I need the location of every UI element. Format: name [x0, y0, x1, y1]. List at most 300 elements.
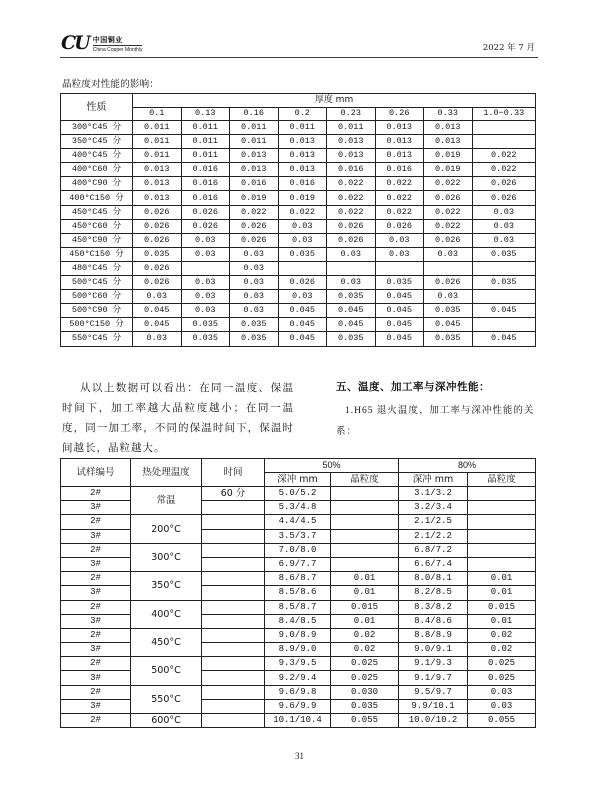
heat-treatment-temperature-header: 热处理温度: [131, 459, 202, 487]
grain-size-cell: 0.026: [181, 219, 230, 233]
deep-drawing-cell: 6.9/7.7: [265, 557, 331, 571]
row-label: 400°C150 分: [61, 191, 133, 205]
table-row: [61, 261, 536, 275]
thickness-header: 厚度 mm: [133, 94, 536, 108]
sample-id-cell: 2#: [61, 572, 131, 586]
grain-size-cell: [331, 501, 399, 515]
deep-drawing-cell: 9.0/8.9: [265, 628, 331, 642]
table-row: [61, 247, 536, 261]
table-row: [61, 290, 536, 304]
grain-size-cell: 0.03: [278, 290, 327, 304]
grain-size-cell: 0.013: [424, 135, 473, 149]
time-cell: [202, 600, 265, 614]
grain-size-cell: 0.026: [230, 219, 279, 233]
grain-size-cell: [472, 261, 536, 275]
grain-size-cell: 0.016: [375, 163, 424, 177]
grain-size-cell: 0.03: [278, 233, 327, 247]
time-cell: [202, 714, 265, 728]
grain-size-cell: 0.013: [133, 163, 182, 177]
grain-size-cell: 0.011: [181, 121, 230, 135]
grain-size-cell: 0.01: [331, 586, 399, 600]
deep-drawing-table-head: [61, 459, 536, 487]
grain-size-header: 晶粒度: [331, 472, 399, 487]
time-cell: [202, 586, 265, 600]
deep-drawing-cell: 8.4/8.6: [399, 614, 468, 628]
grain-size-cell: 0.035: [327, 290, 376, 304]
time-cell: 60 分: [202, 487, 265, 501]
property-header: 性质: [61, 94, 133, 121]
grain-size-cell: 0.022: [327, 177, 376, 191]
logo-english-name: China Copper Monthly: [92, 47, 143, 53]
grain-size-cell: 0.03: [133, 290, 182, 304]
grain-size-cell: 0.011: [133, 121, 182, 135]
temperature-cell: 350°C: [131, 572, 202, 600]
grain-size-cell: 0.013: [278, 135, 327, 149]
deep-drawing-cell: 5.3/4.8: [265, 501, 331, 515]
temperature-cell: 300°C: [131, 543, 202, 571]
time-cell: [202, 543, 265, 557]
grain-size-cell: 0.013: [375, 121, 424, 135]
sample-id-cell: 2#: [61, 487, 131, 501]
grain-size-cell: [472, 318, 536, 332]
grain-size-cell: 0.035: [181, 318, 230, 332]
grain-size-cell: 0.02: [468, 643, 536, 657]
grain-size-cell: 0.026: [327, 219, 376, 233]
grain-size-cell: 0.022: [472, 149, 536, 163]
grain-size-cell: [468, 557, 536, 571]
row-label: 450°C90 分: [61, 233, 133, 247]
table-row: [61, 276, 536, 290]
grain-size-cell: 0.022: [375, 177, 424, 191]
grain-size-cell: 0.026: [230, 233, 279, 247]
grain-size-cell: 0.03: [472, 219, 536, 233]
deep-drawing-cell: 2.1/2.2: [399, 529, 468, 543]
sample-id-cell: 2#: [61, 600, 131, 614]
table-row: [61, 628, 536, 642]
thickness-column-header: 0.23: [327, 107, 376, 121]
grain-size-cell: 0.015: [468, 600, 536, 614]
grain-size-cell: 0.045: [375, 304, 424, 318]
grain-size-cell: 0.03: [230, 261, 279, 275]
grain-size-cell: 0.016: [327, 163, 376, 177]
table-row: [61, 233, 536, 247]
grain-size-cell: 0.011: [327, 121, 376, 135]
row-label: 450°C45 分: [61, 205, 133, 219]
deep-drawing-cell: 9.6/9.8: [265, 685, 331, 699]
table-row: [61, 304, 536, 318]
grain-size-cell: 0.022: [327, 205, 376, 219]
grain-size-cell: 0.045: [424, 318, 473, 332]
row-label: 300°C45 分: [61, 121, 133, 135]
conclusion-paragraph: 从以上数据可以看出：在同一温度、保温时间下，加工率越大晶粒度越小；在同一温度，同一加工率，不同的保温时间下，保温时间越长，晶粒越大。: [62, 382, 294, 454]
deep-drawing-cell: 9.0/9.1: [399, 643, 468, 657]
grain-size-cell: [278, 261, 327, 275]
row-label: 500°C60 分: [61, 290, 133, 304]
deep-drawing-cell: 8.5/8.6: [265, 586, 331, 600]
grain-size-cell: 0.035: [472, 247, 536, 261]
grain-size-cell: 0.03: [230, 304, 279, 318]
grain-size-cell: 0.013: [327, 149, 376, 163]
grain-size-cell: 0.013: [133, 191, 182, 205]
time-cell: [202, 529, 265, 543]
grain-size-cell: 0.03: [375, 233, 424, 247]
grain-size-cell: [472, 121, 536, 135]
grain-size-cell: 0.025: [468, 671, 536, 685]
section-subheading: 1.H65 退火温度、加工率与深冲性能的关系：: [336, 406, 535, 437]
grain-size-cell: 0.045: [375, 332, 424, 346]
deep-drawing-cell: 8.4/8.5: [265, 614, 331, 628]
header-row: [61, 459, 536, 473]
time-cell: [202, 657, 265, 671]
grain-size-cell: 0.011: [181, 149, 230, 163]
thickness-column-header: 0.26: [375, 107, 424, 121]
time-cell: [202, 557, 265, 571]
grain-size-cell: 0.03: [230, 290, 279, 304]
sample-id-cell: 2#: [61, 685, 131, 699]
grain-size-cell: 0.026: [133, 219, 182, 233]
deep-drawing-cell: 8.8/8.9: [399, 628, 468, 642]
page-number: 31: [295, 751, 304, 761]
grain-size-cell: 0.055: [331, 714, 399, 728]
table-row: [61, 205, 536, 219]
grain-size-cell: 0.02: [468, 628, 536, 642]
grain-size-cell: 0.045: [133, 304, 182, 318]
thickness-column-header: 0.1: [133, 107, 182, 121]
temperature-cell: 400°C: [131, 600, 202, 628]
deep-drawing-cell: 8.5/8.7: [265, 600, 331, 614]
grain-size-cell: 0.026: [424, 191, 473, 205]
table-row: [61, 600, 536, 614]
grain-size-cell: 0.019: [424, 163, 473, 177]
grain-table-body: [61, 121, 536, 347]
sample-id-cell: 3#: [61, 671, 131, 685]
grain-size-cell: 0.013: [424, 121, 473, 135]
grain-size-cell: 0.01: [331, 614, 399, 628]
table-row: [61, 714, 536, 728]
grain-size-cell: 0.016: [181, 191, 230, 205]
sample-id-cell: 3#: [61, 643, 131, 657]
grain-size-cell: 0.025: [331, 657, 399, 671]
time-cell: [202, 614, 265, 628]
grain-size-cell: 0.030: [331, 685, 399, 699]
time-cell: [202, 628, 265, 642]
deep-drawing-cell: 8.9/9.0: [265, 643, 331, 657]
row-label: 450°C60 分: [61, 219, 133, 233]
table-row: [61, 515, 536, 529]
grain-size-cell: 0.045: [472, 304, 536, 318]
deep-drawing-cell: 3.2/3.4: [399, 501, 468, 515]
grain-size-cell: 0.011: [133, 135, 182, 149]
section-heading: 五、温度、加工率与深冲性能：: [336, 381, 490, 393]
table-row: [61, 163, 536, 177]
grain-size-cell: 0.011: [181, 135, 230, 149]
grain-size-cell: 0.013: [375, 135, 424, 149]
grain-size-cell: 0.022: [424, 219, 473, 233]
grain-size-cell: 0.01: [468, 586, 536, 600]
thickness-column-header: 0.33: [424, 107, 473, 121]
grain-size-cell: [468, 487, 536, 501]
grain-size-cell: 0.026: [133, 205, 182, 219]
grain-size-cell: 0.045: [327, 318, 376, 332]
grain-size-cell: 0.01: [468, 614, 536, 628]
table-row: [61, 685, 536, 699]
reduction-80-header: 80%: [399, 459, 536, 473]
grain-size-cell: 0.035: [181, 332, 230, 346]
deep-drawing-cell: 7.0/8.0: [265, 543, 331, 557]
grain-size-cell: 0.035: [472, 276, 536, 290]
grain-size-cell: 0.03: [181, 276, 230, 290]
grain-size-cell: 0.03: [230, 276, 279, 290]
sample-id-cell: 3#: [61, 529, 131, 543]
grain-size-cell: [468, 543, 536, 557]
grain-size-cell: 0.03: [133, 332, 182, 346]
grain-size-cell: 0.013: [230, 149, 279, 163]
deep-drawing-header: 深冲 mm: [399, 472, 468, 487]
row-label: 480°C45 分: [61, 261, 133, 275]
deep-drawing-cell: 6.6/7.4: [399, 557, 468, 571]
logo-text: [93, 36, 143, 54]
grain-size-cell: 0.045: [375, 318, 424, 332]
thickness-column-header: 0.13: [181, 107, 230, 121]
grain-size-cell: [472, 290, 536, 304]
deep-drawing-cell: 2.1/2.5: [399, 515, 468, 529]
grain-size-cell: [327, 261, 376, 275]
grain-size-cell: 0.02: [331, 643, 399, 657]
grain-size-cell: 0.013: [278, 163, 327, 177]
grain-size-cell: 0.011: [230, 135, 279, 149]
table-row: [61, 219, 536, 233]
sample-id-cell: 3#: [61, 557, 131, 571]
deep-drawing-cell: 6.8/7.2: [399, 543, 468, 557]
grain-size-cell: 0.015: [331, 600, 399, 614]
sample-id-cell: 2#: [61, 657, 131, 671]
grain-size-cell: 0.03: [472, 233, 536, 247]
table-row: [61, 572, 536, 586]
grain-size-cell: 0.026: [133, 276, 182, 290]
grain-size-cell: 0.011: [230, 121, 279, 135]
deep-drawing-cell: 10.1/10.4: [265, 714, 331, 728]
thickness-column-header: 0.16: [230, 107, 279, 121]
grain-size-cell: 0.03: [278, 219, 327, 233]
grain-size-cell: [181, 261, 230, 275]
reduction-50-header: 50%: [265, 459, 399, 473]
grain-size-cell: 0.011: [133, 149, 182, 163]
grain-size-cell: 0.03: [472, 205, 536, 219]
time-cell: [202, 643, 265, 657]
deep-drawing-cell: 9.3/9.5: [265, 657, 331, 671]
grain-size-cell: 0.022: [375, 191, 424, 205]
grain-size-cell: 0.026: [472, 177, 536, 191]
sample-id-cell: 2#: [61, 714, 131, 728]
grain-size-cell: 0.016: [278, 177, 327, 191]
table-row: [61, 332, 536, 346]
header-row: [61, 94, 536, 108]
grain-size-cell: 0.026: [278, 276, 327, 290]
grain-size-cell: 0.03: [424, 290, 473, 304]
grain-size-cell: [375, 261, 424, 275]
grain-size-cell: 0.03: [327, 247, 376, 261]
grain-size-cell: 0.045: [278, 318, 327, 332]
grain-size-cell: 0.013: [278, 149, 327, 163]
time-cell: [202, 501, 265, 515]
grain-size-cell: [424, 261, 473, 275]
grain-size-cell: 0.022: [327, 191, 376, 205]
grain-size-cell: 0.03: [327, 276, 376, 290]
grain-size-cell: 0.026: [327, 233, 376, 247]
grain-size-cell: 0.035: [327, 332, 376, 346]
grain-size-cell: 0.026: [424, 276, 473, 290]
sample-id-cell: 2#: [61, 515, 131, 529]
grain-size-cell: 0.019: [424, 149, 473, 163]
sample-id-cell: 2#: [61, 543, 131, 557]
grain-size-cell: 0.026: [472, 191, 536, 205]
table-row: [61, 177, 536, 191]
header-row: [61, 107, 536, 121]
grain-size-cell: 0.035: [230, 332, 279, 346]
grain-size-cell: 0.035: [133, 247, 182, 261]
logo-chinese-name: 中国铜业: [92, 36, 123, 44]
grain-size-cell: 0.022: [278, 205, 327, 219]
grain-size-cell: 0.035: [230, 318, 279, 332]
temperature-cell: 550°C: [131, 685, 202, 713]
grain-size-cell: 0.013: [230, 163, 279, 177]
deep-drawing-cell: 5.0/5.2: [265, 487, 331, 501]
thickness-column-header: 0.2: [278, 107, 327, 121]
grain-size-cell: 0.045: [278, 304, 327, 318]
temperature-cell: 200°C: [131, 515, 202, 543]
grain-size-cell: [331, 543, 399, 557]
table-row: [61, 149, 536, 163]
header-divider: [60, 57, 538, 58]
time-cell: [202, 699, 265, 713]
grain-size-cell: [468, 529, 536, 543]
grain-size-cell: 0.03: [375, 247, 424, 261]
temperature-cell: 600°C: [131, 714, 202, 728]
time-cell: [202, 572, 265, 586]
grain-size-cell: 0.01: [331, 572, 399, 586]
grain-size-cell: [331, 515, 399, 529]
table-row: [61, 487, 536, 501]
sample-id-cell: 3#: [61, 586, 131, 600]
deep-drawing-cell: 9.5/9.7: [399, 685, 468, 699]
deep-drawing-table-body: [61, 487, 536, 728]
time-header: 时间: [202, 459, 265, 487]
sample-id-cell: 2#: [61, 628, 131, 642]
sample-id-cell: 3#: [61, 501, 131, 515]
row-label: 450°C150 分: [61, 247, 133, 261]
grain-size-cell: 0.025: [468, 657, 536, 671]
magazine-logo: [61, 33, 142, 54]
grain-size-cell: 0.026: [133, 233, 182, 247]
grain-size-cell: 0.016: [181, 163, 230, 177]
grain-size-cell: 0.022: [424, 177, 473, 191]
grain-section-title: 晶粒度对性能的影响：: [62, 79, 160, 90]
issue-date: 2022 年 7 月: [482, 43, 535, 53]
sample-id-header: 试样编号: [61, 459, 131, 487]
table-row: [61, 135, 536, 149]
grain-size-table: [60, 93, 536, 347]
deep-drawing-cell: 8.2/8.5: [399, 586, 468, 600]
grain-size-cell: 0.03: [424, 247, 473, 261]
deep-drawing-cell: 3.5/3.7: [265, 529, 331, 543]
grain-size-cell: 0.026: [133, 261, 182, 275]
grain-size-cell: 0.045: [375, 290, 424, 304]
deep-drawing-cell: 9.9/10.1: [399, 699, 468, 713]
deep-drawing-cell: 9.1/9.3: [399, 657, 468, 671]
row-label: 550°C45 分: [61, 332, 133, 346]
grain-size-cell: [331, 557, 399, 571]
grain-table-head: [61, 94, 536, 121]
grain-size-cell: 0.022: [424, 205, 473, 219]
time-cell: [202, 671, 265, 685]
grain-size-cell: 0.035: [278, 247, 327, 261]
table-row: [61, 543, 536, 557]
time-cell: [202, 685, 265, 699]
grain-size-cell: 0.02: [331, 628, 399, 642]
table-row: [61, 318, 536, 332]
grain-size-cell: 0.045: [133, 318, 182, 332]
grain-size-cell: 0.011: [278, 121, 327, 135]
grain-size-cell: 0.022: [230, 205, 279, 219]
grain-size-cell: 0.013: [133, 177, 182, 191]
grain-size-cell: 0.055: [468, 714, 536, 728]
grain-size-cell: 0.03: [230, 247, 279, 261]
grain-size-cell: 0.019: [230, 191, 279, 205]
table-row: [61, 121, 536, 135]
time-cell: [202, 515, 265, 529]
grain-size-cell: 0.03: [181, 247, 230, 261]
table-row: [61, 191, 536, 205]
grain-size-header: 晶粒度: [468, 472, 536, 487]
grain-size-cell: 0.03: [181, 233, 230, 247]
grain-size-cell: 0.026: [375, 219, 424, 233]
grain-size-cell: 0.03: [181, 290, 230, 304]
row-label: 350°C45 分: [61, 135, 133, 149]
deep-drawing-table: [60, 458, 536, 728]
grain-size-cell: 0.045: [327, 304, 376, 318]
grain-size-cell: 0.045: [472, 332, 536, 346]
deep-drawing-cell: 9.6/9.9: [265, 699, 331, 713]
row-label: 400°C45 分: [61, 149, 133, 163]
grain-size-cell: [472, 135, 536, 149]
grain-size-cell: [468, 515, 536, 529]
logo-mark: CU: [61, 32, 89, 54]
deep-drawing-cell: 9.1/9.7: [399, 671, 468, 685]
grain-size-cell: [468, 501, 536, 515]
grain-size-cell: [331, 487, 399, 501]
grain-size-cell: 0.026: [424, 233, 473, 247]
grain-size-cell: 0.026: [181, 205, 230, 219]
deep-drawing-cell: 8.6/8.7: [265, 572, 331, 586]
row-label: 400°C90 分: [61, 177, 133, 191]
grain-size-cell: 0.035: [331, 699, 399, 713]
row-label: 500°C45 分: [61, 276, 133, 290]
deep-drawing-cell: 10.0/10.2: [399, 714, 468, 728]
grain-size-cell: 0.016: [230, 177, 279, 191]
grain-size-cell: 0.022: [472, 163, 536, 177]
deep-drawing-cell: 9.2/9.4: [265, 671, 331, 685]
deep-drawing-cell: 3.1/3.2: [399, 487, 468, 501]
grain-size-cell: 0.045: [278, 332, 327, 346]
grain-size-cell: 0.03: [468, 699, 536, 713]
grain-size-cell: [331, 529, 399, 543]
table-row: [61, 657, 536, 671]
grain-size-cell: 0.025: [331, 671, 399, 685]
grain-size-cell: 0.035: [424, 304, 473, 318]
temperature-cell: 500°C: [131, 657, 202, 685]
grain-size-cell: 0.019: [278, 191, 327, 205]
grain-size-cell: 0.01: [468, 572, 536, 586]
